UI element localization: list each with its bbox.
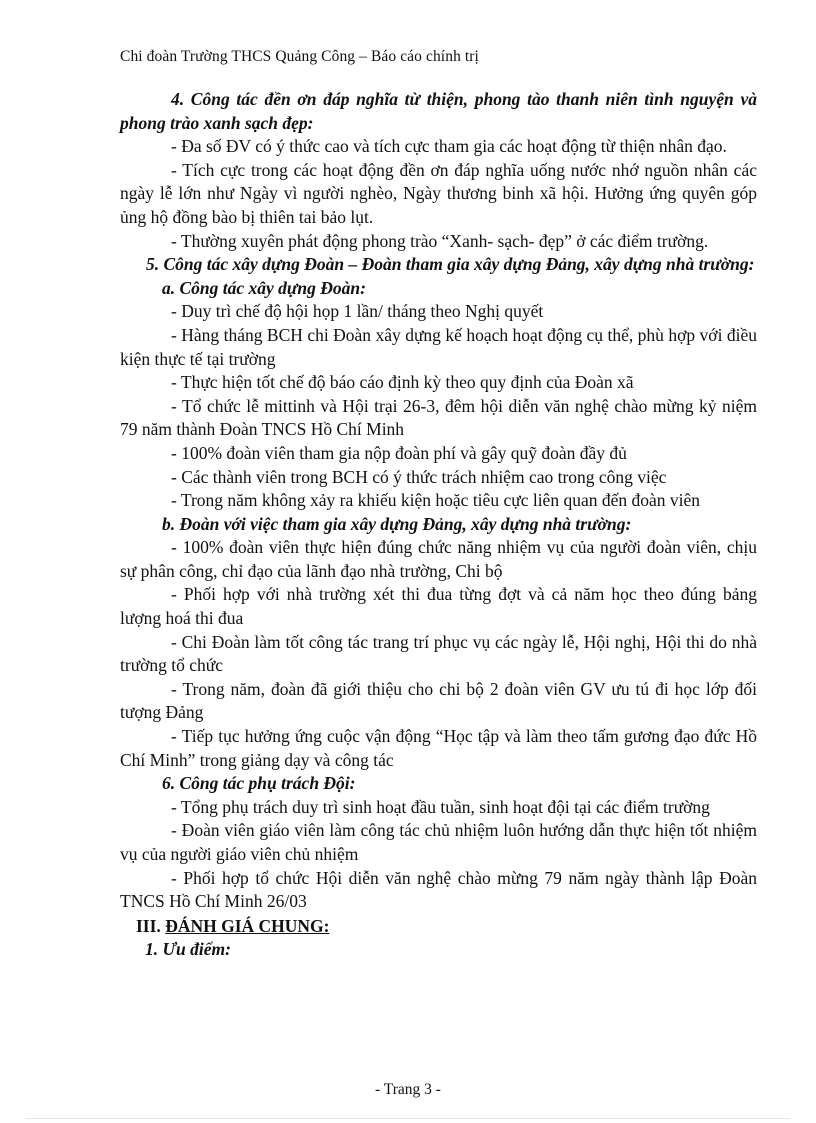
list-item: - Đa số ĐV có ý thức cao và tích cực tham gia các hoạt động từ thiện nhân đạo. bbox=[171, 136, 727, 157]
page-number: - Trang 3 - bbox=[375, 1081, 441, 1098]
page-header: Chi đoàn Trường THCS Quảng Công – Báo cáo chính trị bbox=[120, 48, 479, 65]
list-item: - Tiếp tục hưởng ứng cuộc vận động “Học tập và làm theo tấm gương đạo đức Hồ Chí Minh” trong giảng dạy và công tác bbox=[120, 726, 757, 770]
list-item: - Các thành viên trong BCH có ý thức trách nhiệm cao trong công việc bbox=[171, 466, 667, 487]
section-3-title: ĐÁNH GIÁ CHUNG: bbox=[165, 915, 330, 936]
strengths-heading: 1. Ưu điểm: bbox=[145, 939, 231, 960]
list-item: - Thực hiện tốt chế độ báo cáo định kỳ theo quy định của Đoàn xã bbox=[171, 372, 634, 393]
list-item: - Thường xuyên phát động phong trào “Xanh- sạch- đẹp” ở các điểm trường. bbox=[171, 230, 709, 251]
page-bottom-rule bbox=[26, 1118, 790, 1119]
section-3-heading bbox=[120, 915, 757, 939]
section-5b-heading: b. Đoàn với việc tham gia xây dựng Đảng, xây dựng nhà trường: bbox=[162, 513, 632, 534]
list-item: - Chi Đoàn làm tốt công tác trang trí phục vụ các ngày lễ, Hội nghị, Hội thi do nhà trường tổ chức bbox=[120, 631, 757, 676]
section-5-heading: 5. Công tác xây dựng Đoàn – Đoàn tham gia xây dựng Đảng, xây dựng nhà trường: bbox=[146, 254, 755, 275]
document-body bbox=[120, 88, 757, 962]
list-item: - Trong năm, đoàn đã giới thiệu cho chi bộ 2 đoàn viên GV ưu tú đi học lớp đối tượng Đảng bbox=[120, 678, 757, 723]
list-item: - Duy trì chế độ hội họp 1 lần/ tháng theo Nghị quyết bbox=[171, 301, 544, 322]
section-5a-heading: a. Công tác xây dựng Đoàn: bbox=[162, 277, 366, 298]
list-item: - Tổng phụ trách duy trì sinh hoạt đầu tuần, sinh hoạt đội tại các điểm trường bbox=[171, 796, 710, 817]
section-3-number: III. bbox=[136, 915, 161, 936]
list-item: - Hàng tháng BCH chi Đoàn xây dựng kế hoạch hoạt động cụ thể, phù hợp với điều kiện thực tế tại trường bbox=[120, 324, 757, 369]
list-item: - Phối hợp tổ chức Hội diễn văn nghệ chào mừng 79 năm ngày thành lập Đoàn TNCS Hồ Chí Minh 26/03 bbox=[120, 867, 757, 912]
list-item: - Tổ chức lễ mittinh và Hội trại 26-3, đêm hội diễn văn nghệ chào mừng kỷ niệm 79 năm thành Đoàn TNCS Hồ Chí Minh bbox=[120, 395, 757, 440]
list-item: - 100% đoàn viên tham gia nộp đoàn phí và gây quỹ đoàn đầy đủ bbox=[171, 442, 627, 463]
list-item: - Phối hợp với nhà trường xét thi đua từng đợt và cả năm học theo đúng bảng lượng hoá thi đua bbox=[120, 584, 757, 629]
section-4-heading: 4. Công tác đền ơn đáp nghĩa từ thiện, phong tào thanh niên tình nguyện và phong trào xanh sạch đẹp: bbox=[120, 89, 757, 133]
list-item: - 100% đoàn viên thực hiện đúng chức năng nhiệm vụ của người đoàn viên, chịu sự phân công, chỉ đạo của lãnh đạo nhà trường, Chi bộ bbox=[120, 537, 757, 581]
list-item: - Đoàn viên giáo viên làm công tác chủ nhiệm luôn hướng dẫn thực hiện tốt nhiệm vụ của người giáo viên chủ nhiệm bbox=[120, 820, 757, 864]
section-6-heading: 6. Công tác phụ trách Đội: bbox=[162, 773, 356, 794]
list-item: - Trong năm không xảy ra khiếu kiện hoặc tiêu cực liên quan đến đoàn viên bbox=[171, 490, 701, 511]
list-item: - Tích cực trong các hoạt động đền ơn đáp nghĩa uống nước nhớ nguồn nhân các ngày lễ lớn như Ngày vì người nghèo, Ngày thương binh xã hội. Hưởng ứng quyên góp ủng hộ đồng bào bị thiên tai bảo lụt. bbox=[120, 159, 757, 227]
